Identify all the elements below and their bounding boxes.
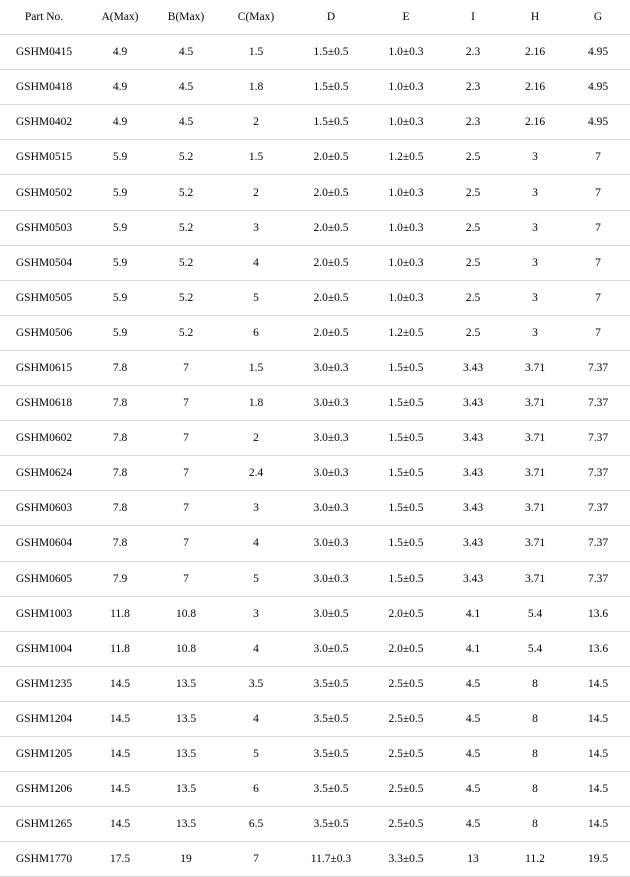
table-cell: 7 (566, 245, 630, 280)
table-cell: 6.5 (220, 807, 292, 842)
cell-part-no: GSHM0605 (0, 561, 88, 596)
table-cell: 7.37 (566, 386, 630, 421)
table-cell: 4.5 (152, 105, 220, 140)
cell-part-no: GSHM1204 (0, 701, 88, 736)
column-header-b-max: B(Max) (152, 0, 220, 35)
table-row (0, 701, 630, 736)
table-cell: 11.2 (504, 842, 566, 877)
table-cell: 4.5 (442, 736, 504, 771)
table-cell: 3.0±0.3 (292, 456, 370, 491)
table-cell: 3 (504, 280, 566, 315)
table-cell: 2 (220, 175, 292, 210)
table-cell: 3.71 (504, 350, 566, 385)
table-cell: 5.4 (504, 631, 566, 666)
table-cell: 3.43 (442, 421, 504, 456)
cell-part-no: GSHM0402 (0, 105, 88, 140)
table-cell: 13.5 (152, 701, 220, 736)
column-header-c-max: C(Max) (220, 0, 292, 35)
table-cell: 3.43 (442, 456, 504, 491)
table-cell: 4.95 (566, 105, 630, 140)
table-cell: 5.4 (504, 596, 566, 631)
table-row (0, 491, 630, 526)
table-cell: 3.5 (220, 666, 292, 701)
table-cell: 13.5 (152, 666, 220, 701)
table-cell: 10.8 (152, 596, 220, 631)
table-cell: 3.0±0.3 (292, 421, 370, 456)
table-cell: 2.5 (442, 315, 504, 350)
table-cell: 4.95 (566, 70, 630, 105)
table-cell: 14.5 (88, 666, 152, 701)
table-row (0, 245, 630, 280)
cell-part-no: GSHM0503 (0, 210, 88, 245)
table-cell: 1.5±0.5 (292, 105, 370, 140)
table-row (0, 315, 630, 350)
table-cell: 5.9 (88, 280, 152, 315)
table-cell: 4 (220, 631, 292, 666)
column-header-part-no: Part No. (0, 0, 88, 35)
cell-part-no: GSHM0506 (0, 315, 88, 350)
table-cell: 3.43 (442, 386, 504, 421)
table-cell: 5.2 (152, 210, 220, 245)
table-header (0, 0, 630, 35)
table-cell: 3 (504, 140, 566, 175)
table-cell: 7 (152, 421, 220, 456)
table-row (0, 526, 630, 561)
table-cell: 2.3 (442, 35, 504, 70)
table-cell: 1.5±0.5 (292, 70, 370, 105)
table-cell: 5 (220, 561, 292, 596)
table-cell: 1.5±0.5 (370, 456, 442, 491)
table-cell: 2.0±0.5 (370, 631, 442, 666)
table-row (0, 105, 630, 140)
table-row (0, 561, 630, 596)
column-header-e: E (370, 0, 442, 35)
cell-part-no: GSHM1265 (0, 807, 88, 842)
table-cell: 7.37 (566, 526, 630, 561)
table-cell: 14.5 (88, 807, 152, 842)
table-cell: 7 (566, 175, 630, 210)
table-cell: 7.8 (88, 526, 152, 561)
table-cell: 3.71 (504, 456, 566, 491)
table-cell: 13.5 (152, 736, 220, 771)
table-cell: 3.71 (504, 561, 566, 596)
table-cell: 2.5 (442, 280, 504, 315)
table-cell: 3.71 (504, 386, 566, 421)
table-cell: 7.8 (88, 350, 152, 385)
table-cell: 13.6 (566, 631, 630, 666)
table-cell: 1.8 (220, 70, 292, 105)
table-cell: 7 (152, 350, 220, 385)
table-cell: 1.5 (220, 350, 292, 385)
table-cell: 8 (504, 701, 566, 736)
table-cell: 7.37 (566, 350, 630, 385)
table-row (0, 35, 630, 70)
table-cell: 1.5±0.5 (370, 350, 442, 385)
table-cell: 10.8 (152, 631, 220, 666)
cell-part-no: GSHM1004 (0, 631, 88, 666)
table-cell: 3 (504, 245, 566, 280)
table-row (0, 210, 630, 245)
table-cell: 1.2±0.5 (370, 315, 442, 350)
table-row (0, 70, 630, 105)
table-cell: 2.3 (442, 70, 504, 105)
table-cell: 2.0±0.5 (292, 175, 370, 210)
cell-part-no: GSHM0515 (0, 140, 88, 175)
table-row (0, 456, 630, 491)
table-row (0, 596, 630, 631)
cell-part-no: GSHM1770 (0, 842, 88, 877)
table-cell: 4.9 (88, 70, 152, 105)
table-cell: 3.5±0.5 (292, 736, 370, 771)
table-cell: 3.0±0.3 (292, 491, 370, 526)
cell-part-no: GSHM0415 (0, 35, 88, 70)
table-row (0, 842, 630, 877)
table-cell: 7.9 (88, 561, 152, 596)
table-cell: 3.0±0.3 (292, 350, 370, 385)
table-cell: 1.0±0.3 (370, 35, 442, 70)
table-cell: 7 (152, 526, 220, 561)
table-cell: 5 (220, 736, 292, 771)
table-cell: 5.2 (152, 315, 220, 350)
table-row (0, 140, 630, 175)
table-cell: 7 (566, 140, 630, 175)
table-cell: 3.0±0.3 (292, 386, 370, 421)
table-cell: 3.71 (504, 421, 566, 456)
column-header-i: I (442, 0, 504, 35)
table-cell: 3.0±0.3 (292, 526, 370, 561)
table-cell: 3 (504, 210, 566, 245)
table-cell: 7 (220, 842, 292, 877)
table-cell: 5.2 (152, 280, 220, 315)
table-cell: 5.9 (88, 175, 152, 210)
column-header-h: H (504, 0, 566, 35)
table-cell: 4.1 (442, 596, 504, 631)
table-cell: 4 (220, 701, 292, 736)
table-cell: 2.5 (442, 140, 504, 175)
table-cell: 8 (504, 772, 566, 807)
cell-part-no: GSHM0505 (0, 280, 88, 315)
cell-part-no: GSHM0602 (0, 421, 88, 456)
table-cell: 1.2±0.5 (370, 140, 442, 175)
table-cell: 14.5 (566, 772, 630, 807)
column-header-g: G (566, 0, 630, 35)
table-cell: 7.37 (566, 561, 630, 596)
table-cell: 14.5 (88, 701, 152, 736)
table-cell: 1.0±0.3 (370, 70, 442, 105)
table-cell: 7 (152, 386, 220, 421)
cell-part-no: GSHM1206 (0, 772, 88, 807)
table-cell: 7 (566, 315, 630, 350)
table-cell: 13.6 (566, 596, 630, 631)
table-cell: 2.0±0.5 (292, 210, 370, 245)
table-cell: 1.0±0.3 (370, 105, 442, 140)
table-cell: 2.5 (442, 245, 504, 280)
cell-part-no: GSHM0615 (0, 350, 88, 385)
table-cell: 4.9 (88, 35, 152, 70)
table-cell: 3.5±0.5 (292, 807, 370, 842)
table-cell: 3 (504, 175, 566, 210)
table-body (0, 35, 630, 877)
table-cell: 7.37 (566, 421, 630, 456)
table-cell: 5.2 (152, 140, 220, 175)
table-cell: 7 (566, 210, 630, 245)
table-cell: 7.8 (88, 421, 152, 456)
table-cell: 5.2 (152, 245, 220, 280)
table-cell: 14.5 (566, 701, 630, 736)
table-cell: 2.5±0.5 (370, 736, 442, 771)
table-cell: 2.0±0.5 (292, 315, 370, 350)
table-cell: 2.5±0.5 (370, 807, 442, 842)
table-cell: 3.43 (442, 350, 504, 385)
table-cell: 5.2 (152, 175, 220, 210)
table-cell: 7.8 (88, 491, 152, 526)
table-row (0, 386, 630, 421)
table-row (0, 631, 630, 666)
table-cell: 3 (220, 210, 292, 245)
table-cell: 11.7±0.3 (292, 842, 370, 877)
table-cell: 13 (442, 842, 504, 877)
table-cell: 14.5 (566, 736, 630, 771)
table-cell: 3.0±0.3 (292, 561, 370, 596)
table-cell: 14.5 (88, 772, 152, 807)
table-cell: 5.9 (88, 245, 152, 280)
table-cell: 3.0±0.5 (292, 631, 370, 666)
column-header-a-max: A(Max) (88, 0, 152, 35)
table-cell: 13.5 (152, 807, 220, 842)
table-cell: 1.5±0.5 (292, 35, 370, 70)
table-cell: 2.0±0.5 (370, 596, 442, 631)
table-cell: 3.0±0.5 (292, 596, 370, 631)
table-row (0, 280, 630, 315)
table-cell: 2.16 (504, 70, 566, 105)
table-row (0, 350, 630, 385)
table-cell: 14.5 (88, 736, 152, 771)
table-cell: 4.1 (442, 631, 504, 666)
table-row (0, 666, 630, 701)
cell-part-no: GSHM0502 (0, 175, 88, 210)
table-cell: 1.0±0.3 (370, 210, 442, 245)
table-cell: 3.71 (504, 491, 566, 526)
table-cell: 8 (504, 807, 566, 842)
table-cell: 5 (220, 280, 292, 315)
table-cell: 4 (220, 526, 292, 561)
table-cell: 2.5±0.5 (370, 666, 442, 701)
table-cell: 17.5 (88, 842, 152, 877)
cell-part-no: GSHM1205 (0, 736, 88, 771)
table-row (0, 807, 630, 842)
table-cell: 4.5 (442, 701, 504, 736)
table-cell: 3.5±0.5 (292, 772, 370, 807)
table-cell: 4.95 (566, 35, 630, 70)
table-cell: 4.9 (88, 105, 152, 140)
table-cell: 7.37 (566, 456, 630, 491)
table-cell: 2.16 (504, 105, 566, 140)
table-cell: 3.5±0.5 (292, 666, 370, 701)
table-cell: 2.5 (442, 210, 504, 245)
table-cell: 13.5 (152, 772, 220, 807)
table-cell: 2.5±0.5 (370, 701, 442, 736)
cell-part-no: GSHM0618 (0, 386, 88, 421)
table-cell: 2.4 (220, 456, 292, 491)
cell-part-no: GSHM0604 (0, 526, 88, 561)
table-cell: 5.9 (88, 140, 152, 175)
table-cell: 4.5 (442, 666, 504, 701)
table-cell: 1.0±0.3 (370, 175, 442, 210)
table-cell: 5.9 (88, 315, 152, 350)
table-cell: 3 (504, 315, 566, 350)
table-cell: 4.5 (152, 35, 220, 70)
table-cell: 1.5±0.5 (370, 421, 442, 456)
table-cell: 4 (220, 245, 292, 280)
table-cell: 1.5±0.5 (370, 386, 442, 421)
table-cell: 6 (220, 772, 292, 807)
table-cell: 1.5±0.5 (370, 526, 442, 561)
cell-part-no: GSHM1235 (0, 666, 88, 701)
table-cell: 3.43 (442, 491, 504, 526)
table-cell: 3.43 (442, 526, 504, 561)
table-cell: 2.5±0.5 (370, 772, 442, 807)
table-cell: 5.9 (88, 210, 152, 245)
cell-part-no: GSHM0603 (0, 491, 88, 526)
cell-part-no: GSHM0418 (0, 70, 88, 105)
table-cell: 1.8 (220, 386, 292, 421)
table-cell: 11.8 (88, 596, 152, 631)
table-header-row (0, 0, 630, 35)
table-cell: 1.0±0.3 (370, 245, 442, 280)
cell-part-no: GSHM0504 (0, 245, 88, 280)
table-cell: 8 (504, 736, 566, 771)
table-cell: 7 (152, 561, 220, 596)
table-cell: 7 (566, 280, 630, 315)
table-cell: 3.43 (442, 561, 504, 596)
table-cell: 1.5±0.5 (370, 491, 442, 526)
table-cell: 19 (152, 842, 220, 877)
table-cell: 14.5 (566, 666, 630, 701)
table-cell: 4.5 (442, 807, 504, 842)
column-header-d: D (292, 0, 370, 35)
table-cell: 2.5 (442, 175, 504, 210)
table-cell: 6 (220, 315, 292, 350)
table-cell: 2.0±0.5 (292, 245, 370, 280)
table-cell: 7.37 (566, 491, 630, 526)
table-row (0, 421, 630, 456)
table-cell: 3.71 (504, 526, 566, 561)
cell-part-no: GSHM0624 (0, 456, 88, 491)
table-row (0, 175, 630, 210)
table-cell: 14.5 (566, 807, 630, 842)
table-cell: 1.5 (220, 35, 292, 70)
table-cell: 3 (220, 491, 292, 526)
table-cell: 3.5±0.5 (292, 701, 370, 736)
table-cell: 1.0±0.3 (370, 280, 442, 315)
table-cell: 4.5 (442, 772, 504, 807)
table-cell: 7 (152, 456, 220, 491)
table-cell: 2 (220, 421, 292, 456)
table-row (0, 772, 630, 807)
table-cell: 4.5 (152, 70, 220, 105)
table-cell: 11.8 (88, 631, 152, 666)
table-cell: 2.3 (442, 105, 504, 140)
table-cell: 7 (152, 491, 220, 526)
table-cell: 2.16 (504, 35, 566, 70)
table-cell: 7.8 (88, 386, 152, 421)
table-cell: 3 (220, 596, 292, 631)
table-cell: 8 (504, 666, 566, 701)
table-cell: 19.5 (566, 842, 630, 877)
table-cell: 1.5±0.5 (370, 561, 442, 596)
table-cell: 2.0±0.5 (292, 140, 370, 175)
cell-part-no: GSHM1003 (0, 596, 88, 631)
table-cell: 7.8 (88, 456, 152, 491)
table-row (0, 736, 630, 771)
table-cell: 1.5 (220, 140, 292, 175)
table-cell: 2.0±0.5 (292, 280, 370, 315)
table-cell: 2 (220, 105, 292, 140)
table-cell: 3.3±0.5 (370, 842, 442, 877)
